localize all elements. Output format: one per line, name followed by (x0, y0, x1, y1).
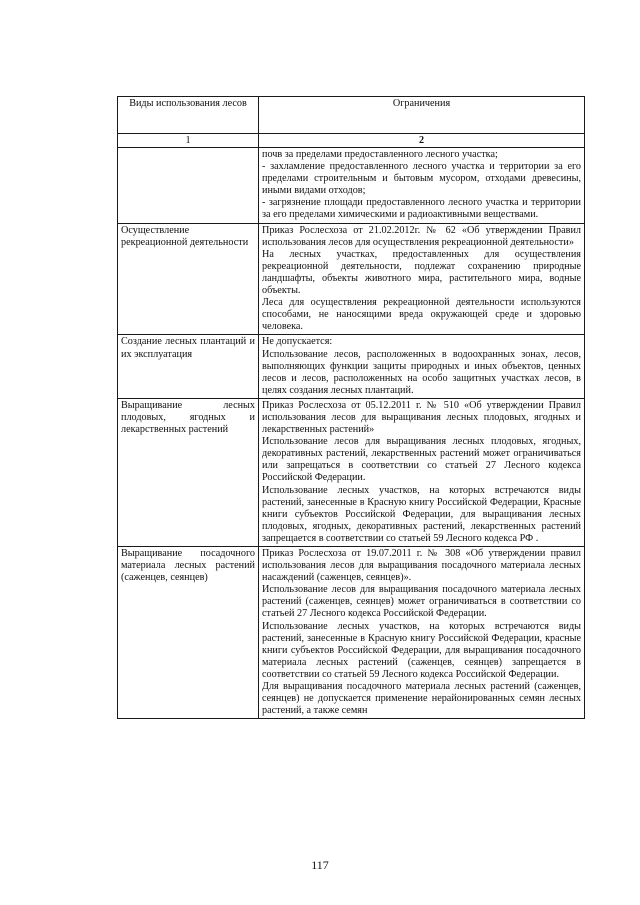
column-number-2: 2 (259, 134, 585, 148)
use-type-cell: Осуществление рекреационной деятельности (118, 223, 259, 335)
header-restrictions: Ограничения (259, 97, 585, 134)
restriction-paragraph: Леса для осуществления рекреационной деятельности используются способами, не наносящими вреда окружающей среде и здоровью человека. (262, 297, 581, 333)
restriction-paragraph: Приказ Рослесхоза от 21.02.2012г. № 62 «Об утверждении Правил использования лесов для осуществления рекреационной деятельности» (262, 224, 581, 248)
column-number-row (118, 134, 585, 148)
use-type-cell: Выращивание лесных плодовых, ягодных и лекарственных растений (118, 398, 259, 546)
restriction-paragraph: Приказ Рослесхоза от 05.12.2011 г. № 510 «Об утверждении Правил использования лесов для выращивания лесных плодовых, ягодных и лекарственных растений» (262, 399, 581, 436)
restriction-paragraph: Использование лесных участков, на которых встречаются виды растений, занесенные в Красную книгу Российской Федерации, Красные книги субъектов Российской Федерации, для выращивания лесных плодовых, ягодных, декоративных растений, лекарственных растений запрещается в соответствии со статьей 59 Лесного кодекса РФ . (262, 484, 581, 544)
forest-use-restrictions-table (117, 96, 585, 719)
use-type-cell: Выращивание посадочного материала лесных растений (саженцев, сеянцев) (118, 547, 259, 719)
table-row (118, 398, 585, 546)
restriction-paragraph: На лесных участках, предоставленных для осуществления рекреационной деятельности, подлежат сохранению природные ландшафты, объекты животного мира, растительного мира, водные объекты. (262, 248, 581, 297)
restrictions-cell (259, 398, 585, 546)
restriction-paragraph: - загрязнение площади предоставленного лесного участка и территории за его пределами химическими и радиоактивными веществами. (262, 197, 581, 221)
restriction-paragraph: Использование лесов, расположенных в водоохранных зонах, лесов, выполняющих функции защиты природных и иных объектов, ценных лесов и лесов, расположенных на особо защитных участках лесов, в целях создания лесных плантаций. (262, 348, 581, 396)
restrictions-cell (259, 547, 585, 719)
restriction-paragraph: Использование лесных участков, на которых встречаются виды растений, занесенные в Красную книгу Российской Федерации, красные книги субъектов Российской Федерации, для выращивания посадочного материала лесных растений (саженцев, сеянцев) запрещается в соответствии со статьей 59 Лесного кодекса Российской Федерации. (262, 620, 581, 680)
restriction-paragraph: Использование лесов для выращивания лесных плодовых, ягодных, декоративных растений, лекарственных растений может ограничиваться или запрещаться в соответствии со статьей 27 Лесного кодекса Российской Федерации. (262, 436, 581, 484)
restriction-paragraph: Приказ Рослесхоза от 19.07.2011 г. № 308 «Об утверждении правил использования лесов для выращивания посадочного материала лесных насаждений (саженцев, сеянцев)». (262, 548, 581, 584)
table-row (118, 335, 585, 398)
table-header-row (118, 97, 585, 134)
column-number-1: 1 (118, 134, 259, 148)
restriction-paragraph: - захламление предоставленного лесного участка и территории за его пределами строительным и бытовым мусором, отходами древесины, иными видами отходов; (262, 161, 581, 197)
restrictions-cell (259, 335, 585, 398)
use-type-cell: Создание лесных плантаций и их эксплуатация (118, 335, 259, 398)
restrictions-cell (259, 223, 585, 335)
restrictions-cell (259, 148, 585, 224)
page-number: 117 (311, 858, 329, 872)
use-type-cell (118, 148, 259, 224)
restriction-paragraph: Для выращивания посадочного материала лесных растений (саженцев, сеянцев) не допускается применение нерайонированных семян лесных растений, а также семян (262, 681, 581, 717)
table-row (118, 148, 585, 224)
header-use-types: Виды использования лесов (118, 97, 259, 134)
restriction-paragraph: почв за пределами предоставленного лесного участка; (262, 149, 498, 160)
table-row (118, 223, 585, 335)
restriction-paragraph: Не допускается: (262, 336, 333, 348)
table-row (118, 547, 585, 719)
restriction-paragraph: Использование лесов для выращивания посадочного материала лесных растений (саженцев, сеянцев) может ограничиваться в соответствии со статьей 27 Лесного кодекса Российской Федерации. (262, 584, 581, 620)
